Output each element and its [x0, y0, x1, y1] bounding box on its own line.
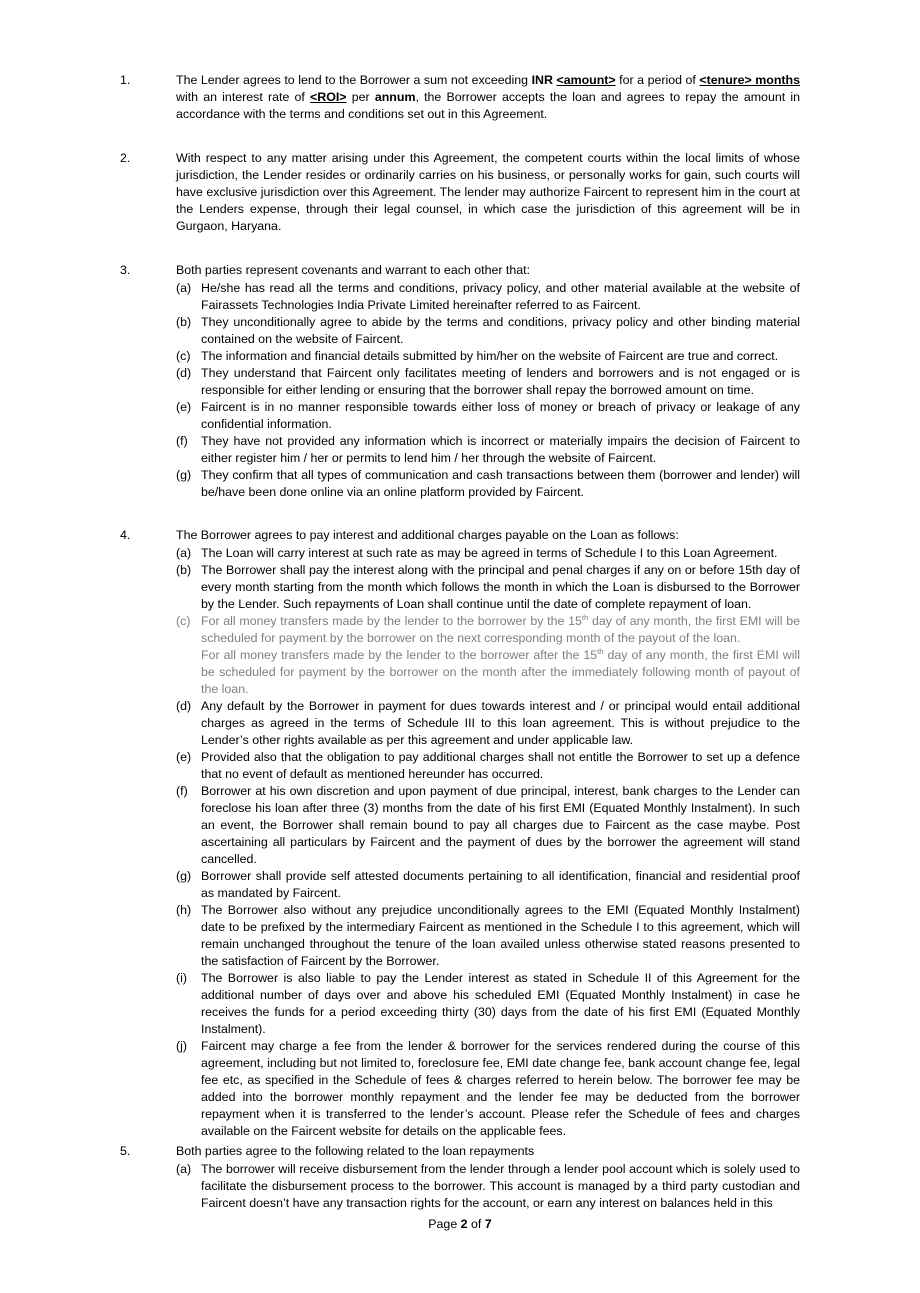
text-segment: , the Borrower accepts the loan and agrees to repay the amount in accordance with the terms and conditions set out in this Agreement. [176, 90, 800, 121]
text-segment: per [346, 90, 375, 104]
subclause-list [176, 545, 800, 1140]
clauses-container [120, 72, 800, 1212]
subclause-text [201, 562, 800, 613]
clause-intro [176, 72, 800, 123]
text-segment: The Lender agrees to lend to the Borrower a sum not exceeding [176, 73, 532, 87]
text-segment: Provided also that the obligation to pay additional charges shall not entitle the Borrower to set up a defence that no event of default as mentioned hereunder has occurred. [201, 750, 800, 781]
subclause-paragraph [201, 698, 800, 749]
subclause-item [176, 970, 800, 1038]
text-segment: <ROI> [310, 90, 347, 104]
subclause-paragraph [201, 545, 800, 562]
subclause-paragraph [201, 970, 800, 1038]
text-segment: The information and financial details submitted by him/her on the website of Faircent are true and correct. [201, 349, 779, 363]
clause-item [120, 527, 800, 1140]
subclause-label: (a) [176, 1162, 192, 1176]
subclause-text [201, 783, 800, 868]
subclause-item [176, 1038, 800, 1140]
subclause-label: (f) [176, 784, 188, 798]
text-segment: The Loan will carry interest at such rate as may be agreed in terms of Schedule I to this Loan Agreement. [201, 546, 778, 560]
subclause-paragraph [201, 1038, 800, 1140]
text-segment: The Borrower is also liable to pay the Lender interest as stated in Schedule II of this Agreement for the additional number of days over and above his scheduled EMI (Equated Monthly Instalment) in case he receives the funds for a period exceeding thirty (30) days from the date of his first EMI (Equated Monthly Instalment). [201, 971, 800, 1036]
text-segment: Both parties represent covenants and warrant to each other that: [176, 263, 531, 277]
subclause-label: (d) [176, 366, 192, 380]
clause-number: 1. [120, 73, 131, 87]
text-segment: <amount> [556, 73, 616, 87]
text-segment: th [581, 612, 589, 622]
subclause-paragraph [201, 1161, 800, 1212]
subclause-paragraph [201, 562, 800, 613]
subclause-paragraph [201, 365, 800, 399]
text-segment: Borrower at his own discretion and upon payment of due principal, interest, bank charges to the Lender can foreclose his loan after three (3) months from the date of his first EMI (Equated Monthly Instalment). In such an event, the Borrower shall remain bound to pay all charges due to Faircent as the case maybe. Post ascertaining all particulars by Faircent and the payment of dues by the borrower the agreement will stand cancelled. [201, 784, 800, 866]
subclause-label: (i) [176, 971, 188, 985]
subclause-paragraph [201, 467, 800, 501]
subclause-label: (b) [176, 563, 192, 577]
subclause-label: (g) [176, 869, 192, 883]
text-segment: Faircent may charge a fee from the lender & borrower for the services rendered during the course of this agreement, including but not limited to, foreclosure fee, EMI date change fee, bank account change fee, legal fee etc, as specified in the Schedule of fees & charges referred to herein below. The borrower fee may be added into the borrower monthly repayment and the lender fee may be deducted from the borrower repayment when it is transferred to the lender’s account. Please refer the Schedule of fees and charges available on the Faircent website for details on the applicable fees. [201, 1039, 800, 1138]
subclause-label: (g) [176, 468, 192, 482]
text-segment: He/she has read all the terms and conditions, privacy policy, and other material available at the website of Fairassets Technologies India Private Limited hereinafter referred to as Faircent. [201, 281, 800, 312]
clause-item [120, 262, 800, 501]
subclause-text [201, 467, 800, 501]
subclause-item [176, 613, 800, 698]
subclause-item [176, 314, 800, 348]
subclause-item [176, 783, 800, 868]
text-segment: For all money transfers made by the lender to the borrower after the 15 [201, 648, 598, 662]
subclause-item [176, 433, 800, 467]
subclause-item [176, 348, 800, 365]
subclause-label: (j) [176, 1039, 188, 1053]
text-segment: The borrower will receive disbursement from the lender through a lender pool account which is solely used to facilitate the disbursement process to the borrower. This account is managed by a third party custodian and Faircent doesn’t have any transaction rights for the account, or earn any interest on balances held in this [201, 1162, 800, 1210]
text-segment: day of any month, the first EMI will be scheduled for payment by the borrower on the next corresponding month of the payout of the loan. [201, 614, 800, 645]
footer-page-word: Page [428, 1217, 461, 1231]
subclause-text [201, 433, 800, 467]
subclause-item [176, 467, 800, 501]
subclause-label: (f) [176, 434, 188, 448]
subclause-item [176, 902, 800, 970]
subclause-label: (c) [176, 349, 191, 363]
clause-item [120, 72, 800, 124]
text-segment: annum [374, 90, 416, 104]
subclause-text [201, 314, 800, 348]
page-footer [0, 1216, 920, 1233]
subclause-label: (e) [176, 400, 192, 414]
subclause-label: (c) [176, 614, 191, 628]
clause-number: 4. [120, 528, 131, 542]
text-segment: <tenure> months [699, 73, 800, 87]
text-segment: for a period of [615, 73, 700, 87]
clause-intro [176, 262, 800, 279]
subclause-item [176, 545, 800, 562]
subclause-text [201, 348, 800, 365]
text-segment: Faircent is in no manner responsible towards either loss of money or breach of privacy or leakage of any confidential information. [201, 400, 800, 431]
subclause-paragraph [201, 399, 800, 433]
clause-number: 5. [120, 1144, 131, 1158]
subclause-text [201, 1161, 800, 1212]
footer-of-word: of [467, 1217, 485, 1231]
subclause-item [176, 280, 800, 314]
clause-number: 2. [120, 151, 131, 165]
subclause-paragraph [201, 783, 800, 868]
subclause-label: (d) [176, 699, 192, 713]
footer-total-pages: 7 [484, 1217, 492, 1231]
subclause-text [201, 970, 800, 1038]
text-segment: th [597, 646, 604, 656]
subclause-paragraph [201, 868, 800, 902]
subclause-paragraph [201, 647, 800, 698]
text-segment: The Borrower also without any prejudice unconditionally agrees to the EMI (Equated Monthly Instalment) date to be prefixed by the intermediary Faircent as mentioned in the Schedule I to this agreement, which will remain unchanged throughout the tenure of the loan availed unless otherwise stated reasons presented to the satisfaction of Faircent by the Borrower. [201, 903, 800, 968]
clause-item [120, 150, 800, 236]
text-segment: They understand that Faircent only facilitates meeting of lenders and borrowers and is not engaged or is responsible for either lending or ensuring that the borrower shall repay the borrowed amount on time. [201, 366, 800, 397]
text-segment: The Borrower shall pay the interest along with the principal and penal charges if any on or before 15th day of every month starting from the month which follows the month in which the Loan is disbursed to the Borrower by the Lender. Such repayments of Loan shall continue until the date of complete repayment of loan. [201, 563, 800, 611]
text-segment: INR [531, 73, 557, 87]
subclause-text [201, 365, 800, 399]
subclause-text [201, 698, 800, 749]
text-segment: For all money transfers made by the lender to the borrower by the 15 [201, 614, 582, 628]
subclause-item [176, 399, 800, 433]
text-segment: day of any month, the first EMI will be scheduled for payment by the borrower on the month after the immediately following month of payout of the loan. [201, 648, 800, 696]
text-segment: They have not provided any information which is incorrect or materially impairs the decision of Faircent to either register him / her or permits to lend him / her through the website of Faircent. [201, 434, 800, 465]
subclause-label: (h) [176, 903, 192, 917]
subclause-list [176, 1161, 800, 1212]
text-segment: They confirm that all types of communication and cash transactions between them (borrower and lender) will be/have been done online via an online platform provided by Faircent. [201, 468, 800, 499]
subclause-text [201, 399, 800, 433]
subclause-item [176, 365, 800, 399]
clause-body [176, 72, 800, 124]
subclause-list [176, 280, 800, 501]
subclause-paragraph [201, 749, 800, 783]
subclause-text [201, 613, 800, 698]
subclause-label: (b) [176, 315, 192, 329]
clause-item [120, 1143, 800, 1212]
clause-body [176, 262, 800, 501]
subclause-paragraph [201, 433, 800, 467]
clause-intro [176, 527, 800, 544]
subclause-text [201, 545, 800, 562]
subclause-label: (a) [176, 546, 192, 560]
subclause-item [176, 1161, 800, 1212]
subclause-label: (e) [176, 750, 192, 764]
subclause-text [201, 902, 800, 970]
subclause-text [201, 749, 800, 783]
subclause-paragraph [201, 314, 800, 348]
footer-page-number: 2 [460, 1217, 468, 1231]
subclause-paragraph [201, 613, 800, 647]
subclause-text [201, 1038, 800, 1140]
subclause-item [176, 562, 800, 613]
subclause-paragraph [201, 348, 800, 365]
text-segment: with an interest rate of [176, 90, 311, 104]
subclause-label: (a) [176, 281, 192, 295]
subclause-paragraph [201, 902, 800, 970]
clause-body [176, 1143, 800, 1212]
text-segment: Borrower shall provide self attested documents pertaining to all identification, financial and residential proof as mandated by Faircent. [201, 869, 800, 900]
clause-intro [176, 150, 800, 235]
text-segment: The Borrower agrees to pay interest and additional charges payable on the Loan as follows: [176, 528, 679, 542]
subclause-item [176, 749, 800, 783]
clause-intro [176, 1143, 800, 1160]
text-segment: Any default by the Borrower in payment for dues towards interest and / or principal would entail additional charges as agreed in the terms of Schedule III to this loan agreement. This is without prejudice to the Lender’s other rights available as per this agreement and under applicable law. [201, 699, 800, 747]
subclause-item [176, 868, 800, 902]
clause-body [176, 527, 800, 1140]
clause-number: 3. [120, 263, 131, 277]
text-segment: Both parties agree to the following related to the loan repayments [176, 1144, 535, 1158]
subclause-paragraph [201, 280, 800, 314]
clause-body [176, 150, 800, 236]
subclause-item [176, 698, 800, 749]
text-segment: With respect to any matter arising under this Agreement, the competent courts within the local limits of whose jurisdiction, the Lender resides or ordinarily carries on his business, or personally works for gain, such courts will have exclusive jurisdiction over this Agreement. The lender may authorize Faircent to represent him in the court at the Lenders expense, through their legal counsel, in which case the jurisdiction of this agreement will be in Gurgaon, Haryana. [176, 151, 800, 233]
subclause-text [201, 868, 800, 902]
subclause-text [201, 280, 800, 314]
text-segment: They unconditionally agree to abide by the terms and conditions, privacy policy and other binding material contained on the website of Faircent. [201, 315, 800, 346]
